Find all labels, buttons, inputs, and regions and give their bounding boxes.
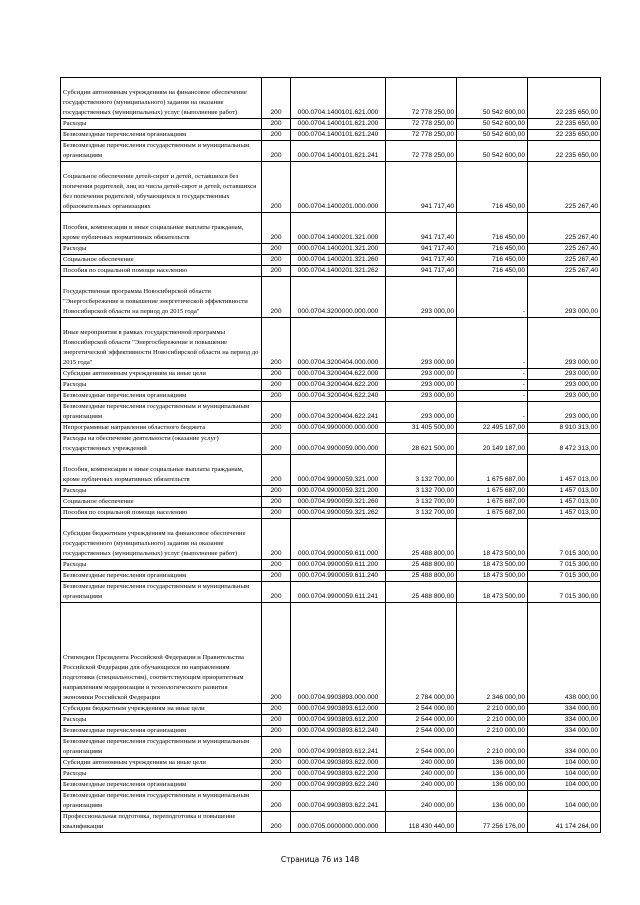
row-budget-code: 000.0704.9903893.622.000 (291, 758, 386, 769)
row-approved-amount: 293 000,00 (386, 277, 457, 318)
row-executed-amount: 20 149 187,00 (457, 434, 528, 455)
row-approved-amount: 240 000,00 (386, 758, 457, 769)
budget-table (60, 77, 601, 833)
row-remaining-amount: 104 000,00 (528, 791, 601, 812)
row-approved-amount: 240 000,00 (386, 769, 457, 780)
row-budget-code: 000.0704.3200404.622.000 (291, 369, 386, 380)
table-row (61, 812, 601, 833)
row-admin-code: 200 (262, 380, 291, 391)
row-admin-code: 200 (262, 162, 291, 213)
row-name: Государственная программа Новосибирской области "Энергосбережение и повышение энергетической эффективности Новосибирской области на период до 2015 года" (61, 277, 262, 318)
row-admin-code: 200 (262, 244, 291, 255)
row-remaining-amount: 104 000,00 (528, 758, 601, 769)
row-name: Расходы (61, 380, 262, 391)
row-executed-amount: 50 542 600,00 (457, 130, 528, 141)
row-budget-code: 000.0704.9900059.611.241 (291, 582, 386, 603)
row-approved-amount: 28 621 500,00 (386, 434, 457, 455)
row-remaining-amount: 225 267,40 (528, 213, 601, 244)
row-admin-code: 200 (262, 560, 291, 571)
row-admin-code: 200 (262, 737, 291, 758)
row-name: Безвозмездные перечисления организациям (61, 726, 262, 737)
table-row (61, 162, 601, 213)
row-budget-code: 000.0704.1400101.621.200 (291, 119, 386, 130)
row-remaining-amount: 7 015 300,00 (528, 560, 601, 571)
table-row (61, 391, 601, 402)
row-remaining-amount: 1 457 013,00 (528, 497, 601, 508)
row-remaining-amount: 22 235 650,00 (528, 119, 601, 130)
row-remaining-amount: 1 457 013,00 (528, 455, 601, 486)
row-budget-code: 000.0704.9903893.622.200 (291, 769, 386, 780)
row-name: Пособия, компенсации и иные социальные выплаты гражданам, кроме публичных нормативных обязательств (61, 455, 262, 486)
row-executed-amount: 2 210 000,00 (457, 737, 528, 758)
row-budget-code: 000.0704.9900000.000.000 (291, 423, 386, 434)
row-admin-code: 200 (262, 758, 291, 769)
row-approved-amount: 72 778 250,00 (386, 141, 457, 162)
row-name: Расходы (61, 560, 262, 571)
row-admin-code: 200 (262, 704, 291, 715)
row-approved-amount: 941 717,40 (386, 213, 457, 244)
row-name: Расходы на обеспечение деятельности (оказание услуг) государственных учреждений (61, 434, 262, 455)
row-admin-code: 200 (262, 266, 291, 277)
row-remaining-amount: 334 000,00 (528, 715, 601, 726)
row-admin-code: 200 (262, 486, 291, 497)
row-budget-code: 000.0704.1400101.621.000 (291, 78, 386, 119)
row-name: Безвозмездные перечисления организациям (61, 391, 262, 402)
row-remaining-amount: 7 015 300,00 (528, 582, 601, 603)
row-remaining-amount: 334 000,00 (528, 704, 601, 715)
row-approved-amount: 240 000,00 (386, 791, 457, 812)
row-admin-code: 200 (262, 318, 291, 369)
row-budget-code: 000.0704.9903893.000.000 (291, 603, 386, 704)
table-row (61, 380, 601, 391)
row-budget-code: 000.0704.9903893.612.200 (291, 715, 386, 726)
row-admin-code: 200 (262, 213, 291, 244)
row-budget-code: 000.0704.9900059.611.200 (291, 560, 386, 571)
row-budget-code: 000.0704.1400201.000.000 (291, 162, 386, 213)
row-remaining-amount: 293 000,00 (528, 318, 601, 369)
row-executed-amount: 50 542 600,00 (457, 141, 528, 162)
table-body (61, 78, 601, 833)
row-admin-code: 200 (262, 255, 291, 266)
row-admin-code: 200 (262, 369, 291, 380)
row-budget-code: 000.0704.1400201.321.000 (291, 213, 386, 244)
row-name: Пособия, компенсации и иные социальные выплаты гражданам, кроме публичных нормативных обязательств (61, 213, 262, 244)
row-approved-amount: 293 000,00 (386, 380, 457, 391)
row-executed-amount: 2 210 000,00 (457, 704, 528, 715)
row-executed-amount: 18 473 500,00 (457, 560, 528, 571)
table-row (61, 704, 601, 715)
row-approved-amount: 2 544 000,00 (386, 704, 457, 715)
row-remaining-amount: 293 000,00 (528, 277, 601, 318)
row-executed-amount: - (457, 402, 528, 423)
row-approved-amount: 2 544 000,00 (386, 726, 457, 737)
row-executed-amount: 1 675 687,00 (457, 497, 528, 508)
table-row (61, 244, 601, 255)
table-row (61, 715, 601, 726)
table-row (61, 402, 601, 423)
table-row (61, 769, 601, 780)
row-name: Непрограммные направления областного бюджета (61, 423, 262, 434)
row-admin-code: 200 (262, 434, 291, 455)
row-executed-amount: 136 000,00 (457, 791, 528, 812)
row-admin-code: 200 (262, 726, 291, 737)
row-budget-code: 000.0704.9903893.622.241 (291, 791, 386, 812)
row-executed-amount: 18 473 500,00 (457, 582, 528, 603)
row-name: Пособия по социальной помощи населению (61, 508, 262, 519)
table-row (61, 508, 601, 519)
row-admin-code: 200 (262, 780, 291, 791)
row-budget-code: 000.0704.9903893.612.000 (291, 704, 386, 715)
row-budget-code: 000.0704.9900059.321.262 (291, 508, 386, 519)
row-name: Безвозмездные перечисления государственным и муниципальным организациям (61, 402, 262, 423)
row-name: Субсидии автономным учреждениям на финансовое обеспечение государственного (муниципального) задания на оказание государственных (муниципальных) услуг (выполнение работ) (61, 78, 262, 119)
row-executed-amount: 716 450,00 (457, 162, 528, 213)
row-admin-code: 200 (262, 497, 291, 508)
row-name: Иные мероприятия в рамках государственной программы Новосибирской области "Энергосбережение и повышение энергетической эффективности Новосибирской области на период до 2015 года" (61, 318, 262, 369)
row-remaining-amount: 1 457 013,00 (528, 486, 601, 497)
row-name: Пособия по социальной помощи населению (61, 266, 262, 277)
row-remaining-amount: 104 000,00 (528, 780, 601, 791)
row-executed-amount: 136 000,00 (457, 758, 528, 769)
row-approved-amount: 293 000,00 (386, 318, 457, 369)
row-name: Субсидии автономным учреждениям на иные цели (61, 369, 262, 380)
row-admin-code: 200 (262, 391, 291, 402)
row-approved-amount: 941 717,40 (386, 162, 457, 213)
row-budget-code: 000.0704.9903893.612.240 (291, 726, 386, 737)
table-row (61, 582, 601, 603)
row-remaining-amount: 293 000,00 (528, 369, 601, 380)
row-name: Социальное обеспечение детей-сирот и детей, оставшихся без попечения родителей, лиц из числа детей-сирот и детей, оставшихся без попечения родителей, обучающихся в государственных образовательных организациях (61, 162, 262, 213)
row-admin-code: 200 (262, 508, 291, 519)
page-footer: Страница 76 из 148 (280, 855, 360, 864)
row-name: Безвозмездные перечисления организациям (61, 571, 262, 582)
row-admin-code: 200 (262, 130, 291, 141)
table-row (61, 318, 601, 369)
row-name: Субсидии бюджетным учреждениям на финансовое обеспечение государственного (муниципального) задания на оказание государственных (муниципальных) услуг (выполнение работ) (61, 519, 262, 560)
row-approved-amount: 25 488 800,00 (386, 582, 457, 603)
row-remaining-amount: 293 000,00 (528, 391, 601, 402)
row-budget-code: 000.0704.9900059.321.260 (291, 497, 386, 508)
table-row (61, 266, 601, 277)
row-remaining-amount: 8 910 313,00 (528, 423, 601, 434)
table-row (61, 213, 601, 244)
row-remaining-amount: 104 000,00 (528, 769, 601, 780)
row-approved-amount: 72 778 250,00 (386, 130, 457, 141)
row-name: Безвозмездные перечисления государственным и муниципальным организациям (61, 791, 262, 812)
row-name: Субсидии бюджетным учреждениям на иные цели (61, 704, 262, 715)
row-approved-amount: 941 717,40 (386, 266, 457, 277)
table-row (61, 497, 601, 508)
row-admin-code: 200 (262, 402, 291, 423)
row-admin-code: 200 (262, 519, 291, 560)
row-admin-code: 200 (262, 603, 291, 704)
row-name: Субсидии автономным учреждениям на иные цели (61, 758, 262, 769)
row-remaining-amount: 225 267,40 (528, 244, 601, 255)
row-name: Безвозмездные перечисления организациям (61, 780, 262, 791)
row-executed-amount: 136 000,00 (457, 769, 528, 780)
row-executed-amount: 2 210 000,00 (457, 726, 528, 737)
row-admin-code: 200 (262, 715, 291, 726)
row-executed-amount: 77 256 176,00 (457, 812, 528, 833)
row-approved-amount: 25 488 800,00 (386, 571, 457, 582)
row-executed-amount: - (457, 318, 528, 369)
row-budget-code: 000.0704.3200404.622.241 (291, 402, 386, 423)
row-approved-amount: 941 717,40 (386, 244, 457, 255)
row-approved-amount: 3 132 700,00 (386, 455, 457, 486)
row-budget-code: 000.0704.1400101.621.241 (291, 141, 386, 162)
table-row (61, 119, 601, 130)
row-remaining-amount: 22 235 650,00 (528, 78, 601, 119)
row-executed-amount: 136 000,00 (457, 780, 528, 791)
row-admin-code: 200 (262, 812, 291, 833)
row-budget-code: 000.0704.1400101.621.240 (291, 130, 386, 141)
row-admin-code: 200 (262, 582, 291, 603)
row-admin-code: 200 (262, 119, 291, 130)
row-executed-amount: - (457, 380, 528, 391)
table-row (61, 141, 601, 162)
row-budget-code: 000.0704.9900059.321.200 (291, 486, 386, 497)
table-row (61, 560, 601, 571)
row-executed-amount: 716 450,00 (457, 255, 528, 266)
row-approved-amount: 72 778 250,00 (386, 78, 457, 119)
row-executed-amount: 22 495 187,00 (457, 423, 528, 434)
row-admin-code: 200 (262, 455, 291, 486)
row-name: Безвозмездные перечисления государственным и муниципальным организациям (61, 582, 262, 603)
row-executed-amount: - (457, 277, 528, 318)
row-approved-amount: 72 778 250,00 (386, 119, 457, 130)
row-remaining-amount: 334 000,00 (528, 726, 601, 737)
row-remaining-amount: 225 267,40 (528, 266, 601, 277)
row-budget-code: 000.0704.3200000.000.000 (291, 277, 386, 318)
row-remaining-amount: 7 015 300,00 (528, 519, 601, 560)
table-row (61, 78, 601, 119)
row-approved-amount: 31 405 500,00 (386, 423, 457, 434)
row-name: Расходы (61, 119, 262, 130)
table-row (61, 423, 601, 434)
row-executed-amount: 716 450,00 (457, 266, 528, 277)
row-approved-amount: 293 000,00 (386, 402, 457, 423)
row-approved-amount: 25 488 800,00 (386, 519, 457, 560)
row-admin-code: 200 (262, 571, 291, 582)
row-name: Социальное обеспечение (61, 255, 262, 266)
row-executed-amount: 2 210 000,00 (457, 715, 528, 726)
row-budget-code: 000.0705.0000000.000.000 (291, 812, 386, 833)
row-name: Расходы (61, 715, 262, 726)
row-budget-code: 000.0704.1400201.321.200 (291, 244, 386, 255)
table-row (61, 780, 601, 791)
row-admin-code: 200 (262, 277, 291, 318)
row-approved-amount: 941 717,40 (386, 255, 457, 266)
row-name: Стипендии Президента Российской Федерации и Правительства Российской Федерации для обучающихся по направлениям подготовки (специальностям), соответствующим приоритетным направлениям модернизации и технологического развития экономики Российской Федерации (61, 603, 262, 704)
row-name: Безвозмездные перечисления государственным и муниципальным организациям (61, 737, 262, 758)
table-row (61, 791, 601, 812)
row-budget-code: 000.0704.9903893.612.241 (291, 737, 386, 758)
table-row (61, 737, 601, 758)
row-approved-amount: 293 000,00 (386, 391, 457, 402)
row-name: Расходы (61, 244, 262, 255)
row-remaining-amount: 22 235 650,00 (528, 130, 601, 141)
table-row (61, 758, 601, 769)
table-row (61, 571, 601, 582)
row-executed-amount: 2 346 000,00 (457, 603, 528, 704)
row-admin-code: 200 (262, 791, 291, 812)
row-executed-amount: 716 450,00 (457, 213, 528, 244)
table-row (61, 369, 601, 380)
row-approved-amount: 2 784 000,00 (386, 603, 457, 704)
row-budget-code: 000.0704.3200404.622.240 (291, 391, 386, 402)
row-approved-amount: 3 132 700,00 (386, 486, 457, 497)
row-executed-amount: 716 450,00 (457, 244, 528, 255)
row-approved-amount: 3 132 700,00 (386, 497, 457, 508)
table-row (61, 486, 601, 497)
row-remaining-amount: 225 267,40 (528, 162, 601, 213)
row-budget-code: 000.0704.3200404.000.000 (291, 318, 386, 369)
row-name: Социальное обеспечение (61, 497, 262, 508)
table-row (61, 455, 601, 486)
table-row (61, 255, 601, 266)
table-row (61, 519, 601, 560)
row-executed-amount: 1 675 687,00 (457, 508, 528, 519)
row-remaining-amount: 293 000,00 (528, 402, 601, 423)
row-name: Безвозмездные перечисления государственным и муниципальным организациям (61, 141, 262, 162)
row-admin-code: 200 (262, 78, 291, 119)
row-remaining-amount: 293 000,00 (528, 380, 601, 391)
table-row (61, 726, 601, 737)
row-remaining-amount: 8 472 313,00 (528, 434, 601, 455)
row-budget-code: 000.0704.9900059.000.000 (291, 434, 386, 455)
row-remaining-amount: 22 235 650,00 (528, 141, 601, 162)
row-admin-code: 200 (262, 423, 291, 434)
row-remaining-amount: 41 174 264,00 (528, 812, 601, 833)
row-budget-code: 000.0704.9900059.611.000 (291, 519, 386, 560)
row-executed-amount: 50 542 600,00 (457, 78, 528, 119)
row-remaining-amount: 7 015 300,00 (528, 571, 601, 582)
row-approved-amount: 118 430 440,00 (386, 812, 457, 833)
row-budget-code: 000.0704.9903893.622.240 (291, 780, 386, 791)
row-remaining-amount: 334 000,00 (528, 737, 601, 758)
row-budget-code: 000.0704.9900059.611.240 (291, 571, 386, 582)
row-executed-amount: 18 473 500,00 (457, 571, 528, 582)
row-budget-code: 000.0704.3200404.622.200 (291, 380, 386, 391)
row-executed-amount: 1 675 687,00 (457, 455, 528, 486)
row-approved-amount: 25 488 800,00 (386, 560, 457, 571)
row-approved-amount: 3 132 700,00 (386, 508, 457, 519)
row-approved-amount: 2 544 000,00 (386, 715, 457, 726)
row-budget-code: 000.0704.1400201.321.262 (291, 266, 386, 277)
row-remaining-amount: 438 000,00 (528, 603, 601, 704)
table-row (61, 434, 601, 455)
row-executed-amount: - (457, 391, 528, 402)
table-row (61, 603, 601, 704)
row-executed-amount: 1 675 687,00 (457, 486, 528, 497)
table-row (61, 130, 601, 141)
row-approved-amount: 2 544 000,00 (386, 737, 457, 758)
row-name: Расходы (61, 486, 262, 497)
table-row (61, 277, 601, 318)
row-name: Профессиональная подготовка, переподготовка и повышение квалификации (61, 812, 262, 833)
row-approved-amount: 240 000,00 (386, 780, 457, 791)
row-admin-code: 200 (262, 769, 291, 780)
row-admin-code: 200 (262, 141, 291, 162)
row-remaining-amount: 225 267,40 (528, 255, 601, 266)
row-name: Расходы (61, 769, 262, 780)
row-executed-amount: 18 473 500,00 (457, 519, 528, 560)
row-executed-amount: - (457, 369, 528, 380)
row-budget-code: 000.0704.9900059.321.000 (291, 455, 386, 486)
row-approved-amount: 293 000,00 (386, 369, 457, 380)
row-name: Безвозмездные перечисления организациям (61, 130, 262, 141)
row-remaining-amount: 1 457 013,00 (528, 508, 601, 519)
row-executed-amount: 50 542 600,00 (457, 119, 528, 130)
row-budget-code: 000.0704.1400201.321.260 (291, 255, 386, 266)
